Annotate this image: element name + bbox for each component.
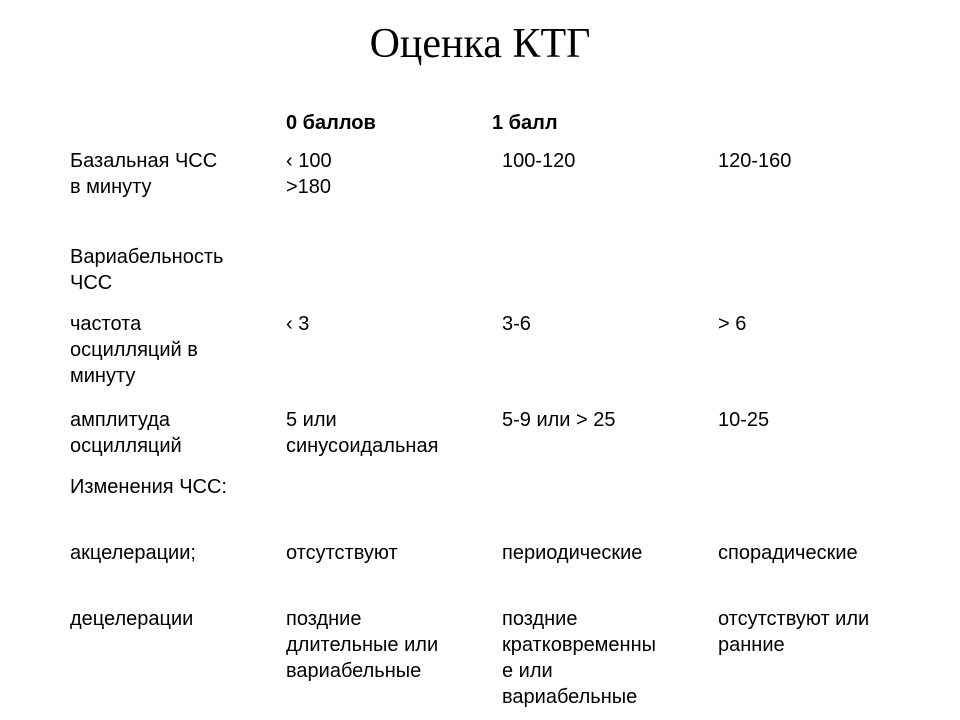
row-label-accelerations: акцелерации; xyxy=(70,542,196,564)
row-label-basal-hr: Базальная ЧСС в минуту xyxy=(70,150,218,198)
row-label-oscillation-amplitude: амплитуда осцилляций xyxy=(70,409,182,457)
row-label-hr-changes: Изменения ЧСС: xyxy=(70,476,227,498)
row-label-oscillation-frequency: частота осцилляций в минуту xyxy=(70,313,198,387)
page-title: Оценка КТГ xyxy=(369,21,591,67)
cell-basal-hr-score0: ‹ 100 >180 xyxy=(286,150,332,198)
cell-oscillation-amplitude-score0: 5 или синусоидальная xyxy=(286,409,439,457)
cell-basal-hr-score1: 100-120 xyxy=(502,150,576,172)
row-label-decelerations: децелерации xyxy=(70,608,194,630)
cell-oscillation-frequency-score2: > 6 xyxy=(718,313,747,335)
cell-oscillation-amplitude-score1: 5-9 или > 25 xyxy=(502,409,616,431)
cell-oscillation-amplitude-score2: 10-25 xyxy=(718,409,770,431)
cell-decelerations-score0: поздние длительные или вариабельные xyxy=(286,608,439,682)
cell-basal-hr-score2: 120-160 xyxy=(718,150,792,172)
cell-accelerations-score0: отсутствуют xyxy=(286,542,398,564)
cell-accelerations-score2: спорадические xyxy=(718,542,858,564)
row-label-hr-variability: Вариабельность ЧСС xyxy=(70,246,224,294)
column-header-0-points: 0 баллов xyxy=(286,112,376,134)
cell-decelerations-score2: отсутствуют или ранние xyxy=(718,608,870,656)
cell-oscillation-frequency-score1: 3-6 xyxy=(502,313,531,335)
cell-accelerations-score1: периодические xyxy=(502,542,643,564)
cell-decelerations-score1: поздние кратковременны е или вариабельные xyxy=(502,608,657,708)
cell-oscillation-frequency-score0: ‹ 3 xyxy=(286,313,310,335)
column-header-1-point: 1 балл xyxy=(492,112,558,134)
